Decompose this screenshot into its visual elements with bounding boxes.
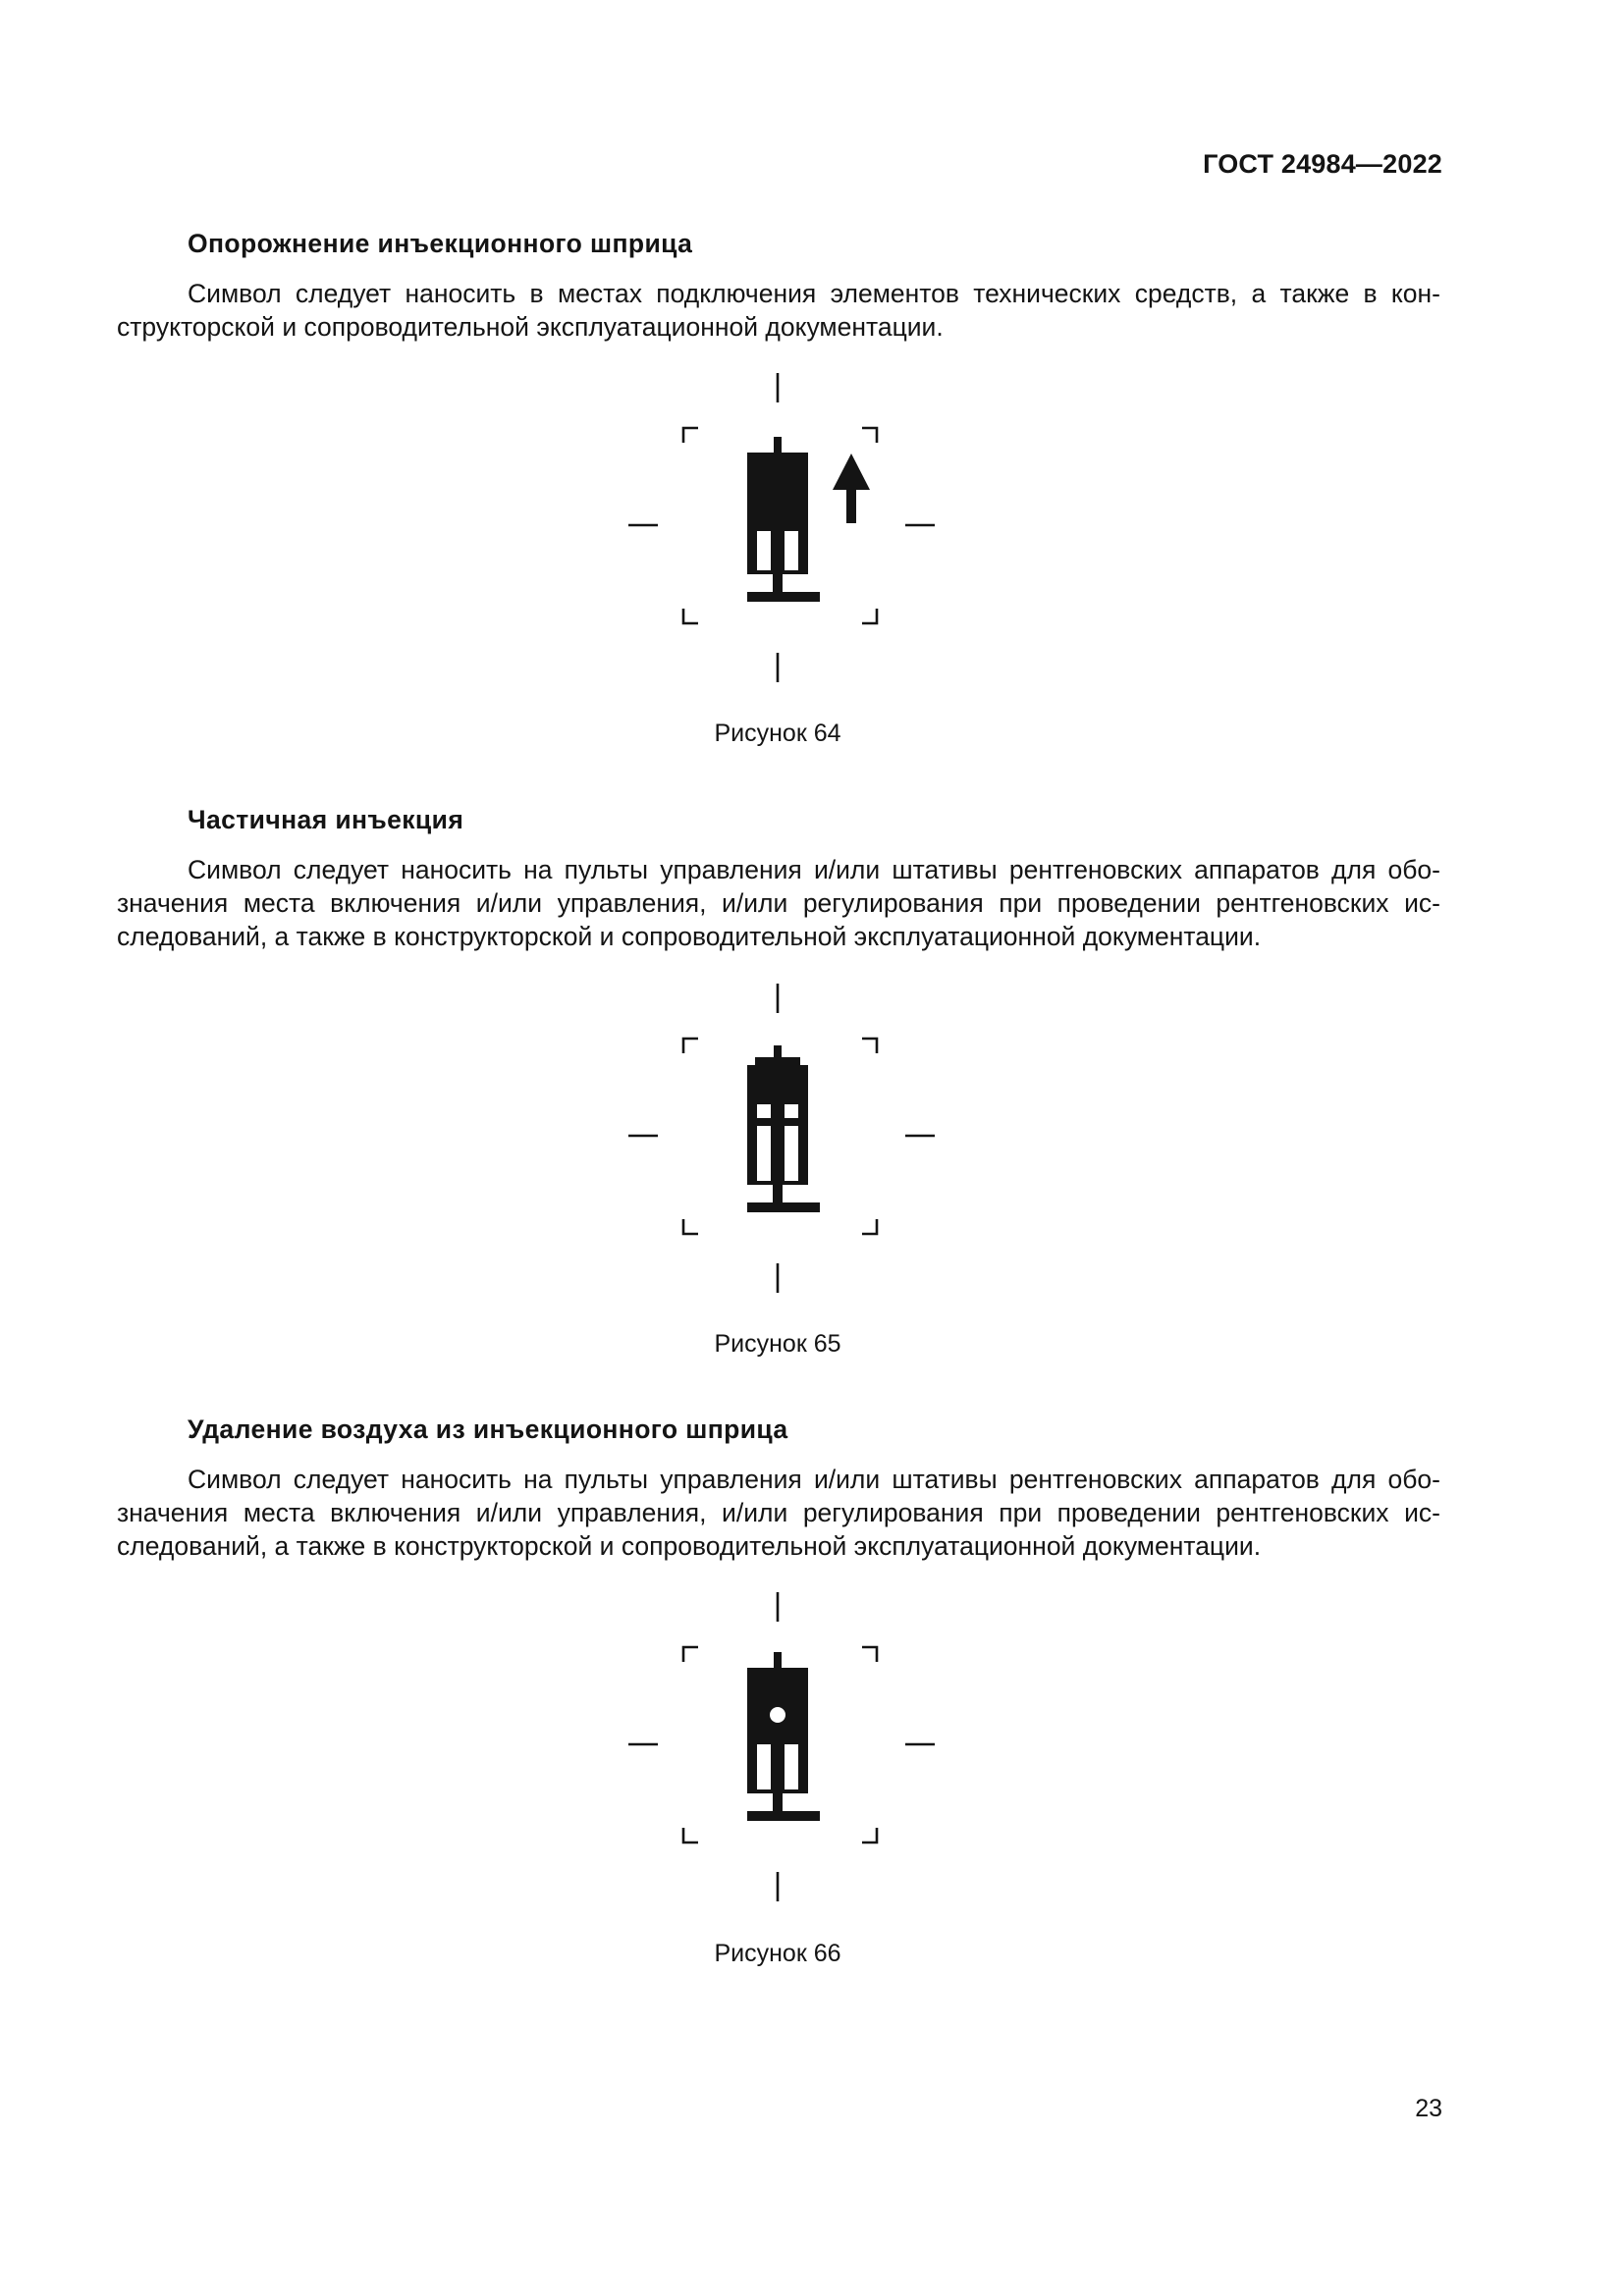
syringe-partial-injection-icon (617, 979, 941, 1312)
paragraph-line: значения места включения и/или управления, и/или регулирования при проведении рентгеновских ис- (117, 888, 1440, 918)
syringe-empty-arrow-icon (617, 368, 941, 702)
section-heading-partial-injection: Частичная инъекция (188, 805, 464, 834)
figure-caption: Рисунок 64 (714, 720, 841, 747)
figure-caption: Рисунок 65 (714, 1330, 841, 1358)
figure-65 (617, 979, 941, 1312)
figure-66 (617, 1587, 941, 1921)
figure-caption: Рисунок 66 (714, 1940, 841, 1967)
syringe-air-removal-icon (617, 1587, 941, 1921)
paragraph-line: Символ следует наносить на пульты управления и/или штативы рентгеновских аппаратов для обо- (188, 1465, 1440, 1494)
section-text-partial-injection (117, 853, 1440, 953)
paragraph-line: структорской и сопроводительной эксплуатационной документации. (117, 312, 944, 342)
paragraph-line: следований, а также в конструкторской и сопроводительной эксплуатационной документации. (117, 922, 1262, 951)
paragraph-line: значения места включения и/или управления, и/или регулирования при проведении рентгеновских ис- (117, 1498, 1440, 1527)
paragraph-line: Символ следует наносить на пульты управления и/или штативы рентгеновских аппаратов для обо- (188, 855, 1440, 884)
paragraph-line: следований, а также в конструкторской и сопроводительной эксплуатационной документации. (117, 1531, 1262, 1561)
section-heading-emptying-syringe: Опорожнение инъекционного шприца (188, 229, 693, 258)
figure-64 (617, 368, 941, 702)
page-number: 23 (1415, 2095, 1442, 2122)
section-text-emptying-syringe (117, 277, 1440, 344)
document-code: ГОСТ 24984—2022 (1203, 149, 1442, 179)
section-text-air-removal (117, 1463, 1440, 1563)
paragraph-line: Символ следует наносить в местах подключения элементов технических средств, а также в кон- (188, 279, 1440, 308)
section-heading-air-removal: Удаление воздуха из инъекционного шприца (188, 1415, 788, 1444)
